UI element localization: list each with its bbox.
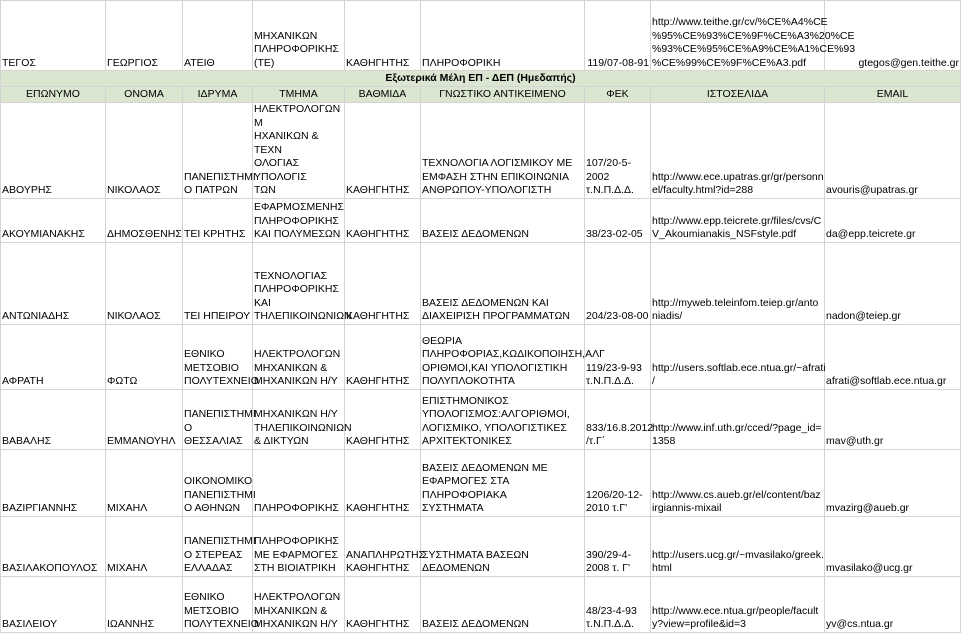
table-row xyxy=(1,103,961,199)
cell-fek: 1206/20-12- 2010 τ.Γ' xyxy=(585,449,651,516)
cell-institution: ΠΑΝΕΠΙΣΤΗΜΙ Ο ΣΤΕΡΕΑΣ ΕΛΛΑΔΑΣ xyxy=(183,516,253,576)
cell-name: ΙΩΑΝΝΗΣ xyxy=(106,576,183,632)
cell-department: ΗΛΕΚΤΡΟΛΟΓΩΝ Μ ΗΧΑΝΙΚΩΝ & ΤΕΧΝ ΟΛΟΓΙΑΣ ΥΠΟΛΟΓΙΣ ΤΩΝ xyxy=(253,103,345,199)
table-row xyxy=(1,198,961,242)
table-row xyxy=(1,389,961,449)
cell-institution: ΠΑΝΕΠΙΣΤΗΜΙ Ο ΠΑΤΡΩΝ xyxy=(183,103,253,199)
cell-name: ΔΗΜΟΣΘΕΝΗΣ xyxy=(106,198,183,242)
cell-fek: 48/23-4-93 τ.Ν.Π.Δ.Δ. xyxy=(585,576,651,632)
cell-website[interactable]: http://users.softlab.ece.ntua.gr/~afrati / xyxy=(651,324,825,389)
cell-website[interactable]: http://www.teithe.gr/cv/%CE%A4%CE %95%CE%93%CE%9F%CE%A3%20%CE %93%CE%95%CE%A9%CE%A1%CE%93 %CE%99%CE%9F%CE%A3.pdf xyxy=(651,1,825,71)
cell-website[interactable]: http://www.inf.uth.gr/cced/?page_id= 1358 xyxy=(651,389,825,449)
cell-institution: ΕΘΝΙΚΟ ΜΕΤΣΟΒΙΟ ΠΟΛΥΤΕΧΝΕΙΟ xyxy=(183,576,253,632)
section-title: Εξωτερικά Μέλη ΕΠ - ΔΕΠ (Ημεδαπής) xyxy=(1,71,961,87)
cell-surname: ΑΒΟΥΡΗΣ xyxy=(1,103,106,199)
cell-institution: ΕΘΝΙΚΟ ΜΕΤΣΟΒΙΟ ΠΟΛΥΤΕΧΝΕΙΟ xyxy=(183,324,253,389)
table-row xyxy=(1,324,961,389)
cell-rank: ΚΑΘΗΓΗΤΗΣ xyxy=(345,242,421,324)
cell-fek: 390/29-4- 2008 τ. Γ' xyxy=(585,516,651,576)
cell-surname: ΒΑΣΙΛΑΚΟΠΟΥΛΟΣ xyxy=(1,516,106,576)
cell-institution: ΤΕΙ ΗΠΕΙΡΟΥ xyxy=(183,242,253,324)
cell-fek: 119/23-9-93 τ.Ν.Π.Δ.Δ. xyxy=(585,324,651,389)
cell-fek: 119/07-08-91 xyxy=(585,1,651,71)
cell-surname: ΑΚΟΥΜΙΑΝΑΚΗΣ xyxy=(1,198,106,242)
cell-institution: ΑΤΕΙΘ xyxy=(183,1,253,71)
cell-website[interactable]: http://myweb.teleinfom.teiep.gr/anto niadis/ xyxy=(651,242,825,324)
cell-rank: ΚΑΘΗΓΗΤΗΣ xyxy=(345,449,421,516)
cell-website[interactable]: http://www.epp.teicrete.gr/files/cvs/C V_Akoumianakis_NSFstyle.pdf xyxy=(651,198,825,242)
cell-website[interactable]: http://users.ucg.gr/~mvasilako/greek. html xyxy=(651,516,825,576)
cell-rank: ΚΑΘΗΓΗΤΗΣ xyxy=(345,576,421,632)
cell-surname: ΤΕΓΟΣ xyxy=(1,1,106,71)
cell-institution: ΟΙΚΟΝΟΜΙΚΟ ΠΑΝΕΠΙΣΤΗΜΙ Ο ΑΘΗΝΩΝ xyxy=(183,449,253,516)
cell-subject: ΒΑΣΕΙΣ ΔΕΔΟΜΕΝΩΝ ΚΑΙ ΔΙΑΧΕΙΡΙΣΗ ΠΡΟΓΡΑΜΜΑΤΩΝ xyxy=(421,242,585,324)
cell-fek: 38/23-02-05 xyxy=(585,198,651,242)
cell-surname: ΒΑΖΙΡΓΙΑΝΝΗΣ xyxy=(1,449,106,516)
cell-subject: ΒΑΣΕΙΣ ΔΕΔΟΜΕΝΩΝ ΜΕ ΕΦΑΡΜΟΓΕΣ ΣΤΑ ΠΛΗΡΟΦΟΡΙΑΚΑ ΣΥΣΤΗΜΑΤΑ xyxy=(421,449,585,516)
cell-department: ΜΗΧΑΝΙΚΩΝ Η/Υ ΤΗΛΕΠΙΚΟΙΝΩΝΙΩΝ & ΔΙΚΤΥΩΝ xyxy=(253,389,345,449)
cell-website[interactable]: http://www.cs.aueb.gr/el/content/baz irgiannis-mixail xyxy=(651,449,825,516)
cell-department: ΕΦΑΡΜΟΣΜΕΝΗΣ ΠΛΗΡΟΦΟΡΙΚΗΣ ΚΑΙ ΠΟΛΥΜΕΣΩΝ xyxy=(253,198,345,242)
cell-department: ΠΛΗΡΟΦΟΡΙΚΗΣ xyxy=(253,449,345,516)
cell-subject: ΠΛΗΡΟΦΟΡΙΚΗ xyxy=(421,1,585,71)
cell-name: ΦΩΤΩ xyxy=(106,324,183,389)
cell-rank: ΚΑΘΗΓΗΤΗΣ xyxy=(345,1,421,71)
cell-department: ΗΛΕΚΤΡΟΛΟΓΩΝ ΜΗΧΑΝΙΚΩΝ & ΜΗΧΑΝΙΚΩΝ Η/Υ xyxy=(253,576,345,632)
cell-institution: ΤΕΙ ΚΡΗΤΗΣ xyxy=(183,198,253,242)
cell-surname: ΒΑΒΑΛΗΣ xyxy=(1,389,106,449)
header-row xyxy=(1,87,961,103)
cell-website[interactable]: http://www.ece.ntua.gr/people/facult y?view=profile&id=3 xyxy=(651,576,825,632)
cell-subject: ΒΑΣΕΙΣ ΔΕΔΟΜΕΝΩΝ xyxy=(421,198,585,242)
cell-surname: ΑΝΤΩΝΙΑΔΗΣ xyxy=(1,242,106,324)
table-row xyxy=(1,576,961,632)
cell-email[interactable]: avouris@upatras.gr xyxy=(825,103,961,199)
header-cell: ΒΑΘΜΙΔΑ xyxy=(345,87,421,103)
header-cell: ΕΠΩΝΥΜΟ xyxy=(1,87,106,103)
cell-department: ΗΛΕΚΤΡΟΛΟΓΩΝ ΜΗΧΑΝΙΚΩΝ & ΜΗΧΑΝΙΚΩΝ Η/Υ xyxy=(253,324,345,389)
cell-subject: ΣΥΣΤΗΜΑΤΑ ΒΑΣΕΩΝ ΔΕΔΟΜΕΝΩΝ xyxy=(421,516,585,576)
table-row xyxy=(1,516,961,576)
table-row xyxy=(1,449,961,516)
cell-email[interactable]: mvazirg@aueb.gr xyxy=(825,449,961,516)
cell-rank: ΑΝΑΠΛΗΡΩΤΗΣ ΚΑΘΗΓΗΤΗΣ xyxy=(345,516,421,576)
top-row xyxy=(1,1,961,71)
table-row xyxy=(1,242,961,324)
header-cell: ΦΕΚ xyxy=(585,87,651,103)
header-cell: ΓΝΩΣΤΙΚΟ ΑΝΤΙΚΕΙΜΕΝΟ xyxy=(421,87,585,103)
cell-department: ΠΛΗΡΟΦΟΡΙΚΗΣ ΜΕ ΕΦΑΡΜΟΓΕΣ ΣΤΗ ΒΙΟΙΑΤΡΙΚΗ xyxy=(253,516,345,576)
cell-institution: ΠΑΝΕΠΙΣΤΗΜΙ Ο ΘΕΣΣΑΛΙΑΣ xyxy=(183,389,253,449)
cell-fek: 107/20-5- 2002 τ.Ν.Π.Δ.Δ. xyxy=(585,103,651,199)
cell-fek: 204/23-08-00 xyxy=(585,242,651,324)
cell-department: ΜΗΧΑΝΙΚΩΝ ΠΛΗΡΟΦΟΡΙΚΗΣ (ΤΕ) xyxy=(253,1,345,71)
cell-email[interactable]: nadon@teiep.gr xyxy=(825,242,961,324)
section-title-row xyxy=(1,71,961,87)
cell-name: ΝΙΚΟΛΑΟΣ xyxy=(106,103,183,199)
cell-rank: ΚΑΘΗΓΗΤΗΣ xyxy=(345,389,421,449)
header-cell: ΤΜΗΜΑ xyxy=(253,87,345,103)
header-cell: ΙΣΤΟΣΕΛΙΔΑ xyxy=(651,87,825,103)
cell-name: ΜΙΧΑΗΛ xyxy=(106,449,183,516)
cell-rank: ΚΑΘΗΓΗΤΗΣ xyxy=(345,324,421,389)
cell-department: ΤΕΧΝΟΛΟΓΙΑΣ ΠΛΗΡΟΦΟΡΙΚΗΣ ΚΑΙ ΤΗΛΕΠΙΚΟΙΝΩΝΙΩΝ xyxy=(253,242,345,324)
cell-subject: ΕΠΙΣΤΗΜΟΝΙΚΟΣ ΥΠΟΛΟΓΙΣΜΟΣ:ΑΛΓΟΡΙΘΜΟΙ, ΛΟΓΙΣΜΙΚΟ, ΥΠΟΛΟΓΙΣΤΙΚΕΣ ΑΡΧΙΤΕΚΤΟΝΙΚΕΣ xyxy=(421,389,585,449)
cell-website[interactable]: http://www.ece.upatras.gr/gr/personn el/faculty.html?id=288 xyxy=(651,103,825,199)
cell-subject: ΘΕΩΡΙΑ ΠΛΗΡΟΦΟΡΙΑΣ,ΚΩΔΙΚΟΠΟΙΗΣΗ,ΑΛΓ ΟΡΙΘΜΟΙ,ΚΑΙ ΥΠΟΛΟΓΙΣΤΙΚΗ ΠΟΛΥΠΛΟΚΟΤΗΤΑ xyxy=(421,324,585,389)
cell-subject: ΤΕΧΝΟΛΟΓΙΑ ΛΟΓΙΣΜΙΚΟΥ ΜΕ ΕΜΦΑΣΗ ΣΤΗΝ ΕΠΙΚΟΙΝΩΝΙΑ ΑΝΘΡΩΠΟΥ-ΥΠΟΛΟΓΙΣΤΗ xyxy=(421,103,585,199)
cell-email[interactable]: gtegos@gen.teithe.gr xyxy=(825,1,961,71)
header-cell: ΟΝΟΜΑ xyxy=(106,87,183,103)
cell-surname: ΒΑΣΙΛΕΙΟΥ xyxy=(1,576,106,632)
cell-surname: ΑΦΡΑΤΗ xyxy=(1,324,106,389)
cell-email[interactable]: yv@cs.ntua.gr xyxy=(825,576,961,632)
cell-name: ΓΕΩΡΓΙΟΣ xyxy=(106,1,183,71)
cell-email[interactable]: mvasilako@ucg.gr xyxy=(825,516,961,576)
header-cell: EMAIL xyxy=(825,87,961,103)
cell-subject: ΒΑΣΕΙΣ ΔΕΔΟΜΕΝΩΝ xyxy=(421,576,585,632)
cell-email[interactable]: mav@uth.gr xyxy=(825,389,961,449)
cell-name: ΝΙΚΟΛΑΟΣ xyxy=(106,242,183,324)
cell-rank: ΚΑΘΗΓΗΤΗΣ xyxy=(345,103,421,199)
cell-email[interactable]: da@epp.teicrete.gr xyxy=(825,198,961,242)
header-cell: ΙΔΡΥΜΑ xyxy=(183,87,253,103)
cell-name: ΜΙΧΑΗΛ xyxy=(106,516,183,576)
cell-name: ΕΜΜΑΝΟΥΗΛ xyxy=(106,389,183,449)
cell-email[interactable]: afrati@softlab.ece.ntua.gr xyxy=(825,324,961,389)
cell-rank: ΚΑΘΗΓΗΤΗΣ xyxy=(345,198,421,242)
cell-fek: 833/16.8.2012 /τ.Γ΄ xyxy=(585,389,651,449)
